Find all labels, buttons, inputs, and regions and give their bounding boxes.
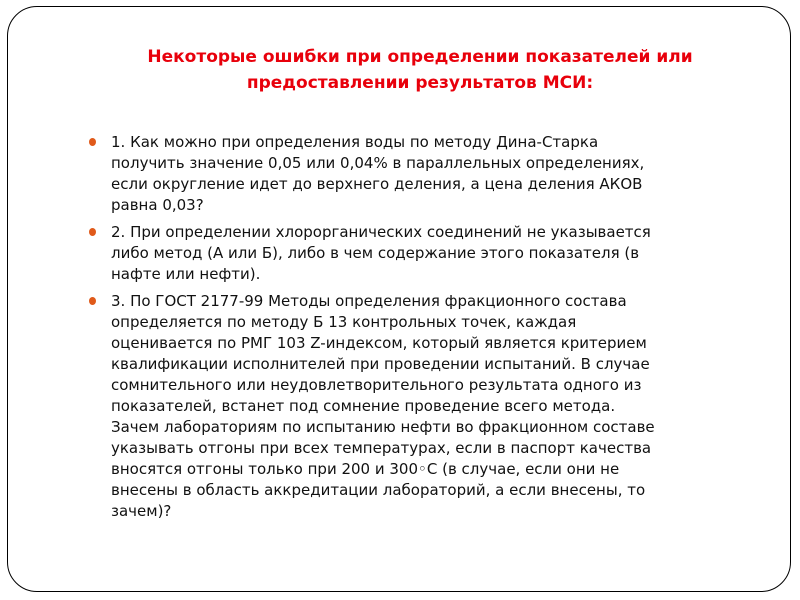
title-line: Некоторые ошибки при определении показателей или [147,47,693,67]
list-item-line: если округление идет до верхнего деления, а цена деления АКОВ [111,175,643,193]
list-item-line: вносятся отгоны только при 200 и 300◦С (в случае, если они не [111,460,620,478]
list-item-line: 3. По ГОСТ 2177-99 Методы определения фракционного состава [111,292,627,310]
slide-title [60,44,780,96]
list-item [111,291,791,522]
list-item-line: определяется по методу Б 13 контрольных точек, каждая [111,313,577,331]
list-item [111,132,791,216]
list-item-line: показателей, встанет под сомнение проведение всего метода. [111,397,616,415]
title-line: предоставлении результатов МСИ: [246,73,594,93]
list-item-line: либо метод (А или Б), либо в чем содержание этого показателя (в [111,244,640,262]
list-item-line: Зачем лабораториям по испытанию нефти во фракционном составе [111,418,655,436]
list-item-line: равна 0,03? [111,196,204,214]
list-item-line: зачем)? [111,502,172,520]
list-item-line: квалификации исполнителей при проведении испытаний. В случае [111,355,650,373]
bullet-icon [89,297,96,305]
list-item-line: указывать отгоны при всех температурах, если в паспорт качества [111,439,652,457]
bullet-icon [89,138,96,146]
list-item-line: нафте или нефти). [111,265,261,283]
list-item-line: 1. Как можно при определения воды по методу Дина-Старка [111,133,599,151]
list-item-line: внесены в область аккредитации лабораторий, а если внесены, то [111,481,646,499]
list-item-line: получить значение 0,05 или 0,04% в параллельных определениях, [111,154,645,172]
list-item-line: 2. При определении хлорорганических соединений не указывается [111,223,651,241]
bullet-list [111,132,791,528]
bullet-icon [89,228,96,236]
list-item-line: сомнительного или неудовлетворительного результата одного из [111,376,642,394]
list-item-line: оценивается по РМГ 103 Z-индексом, который является критерием [111,334,647,352]
list-item [111,222,791,285]
